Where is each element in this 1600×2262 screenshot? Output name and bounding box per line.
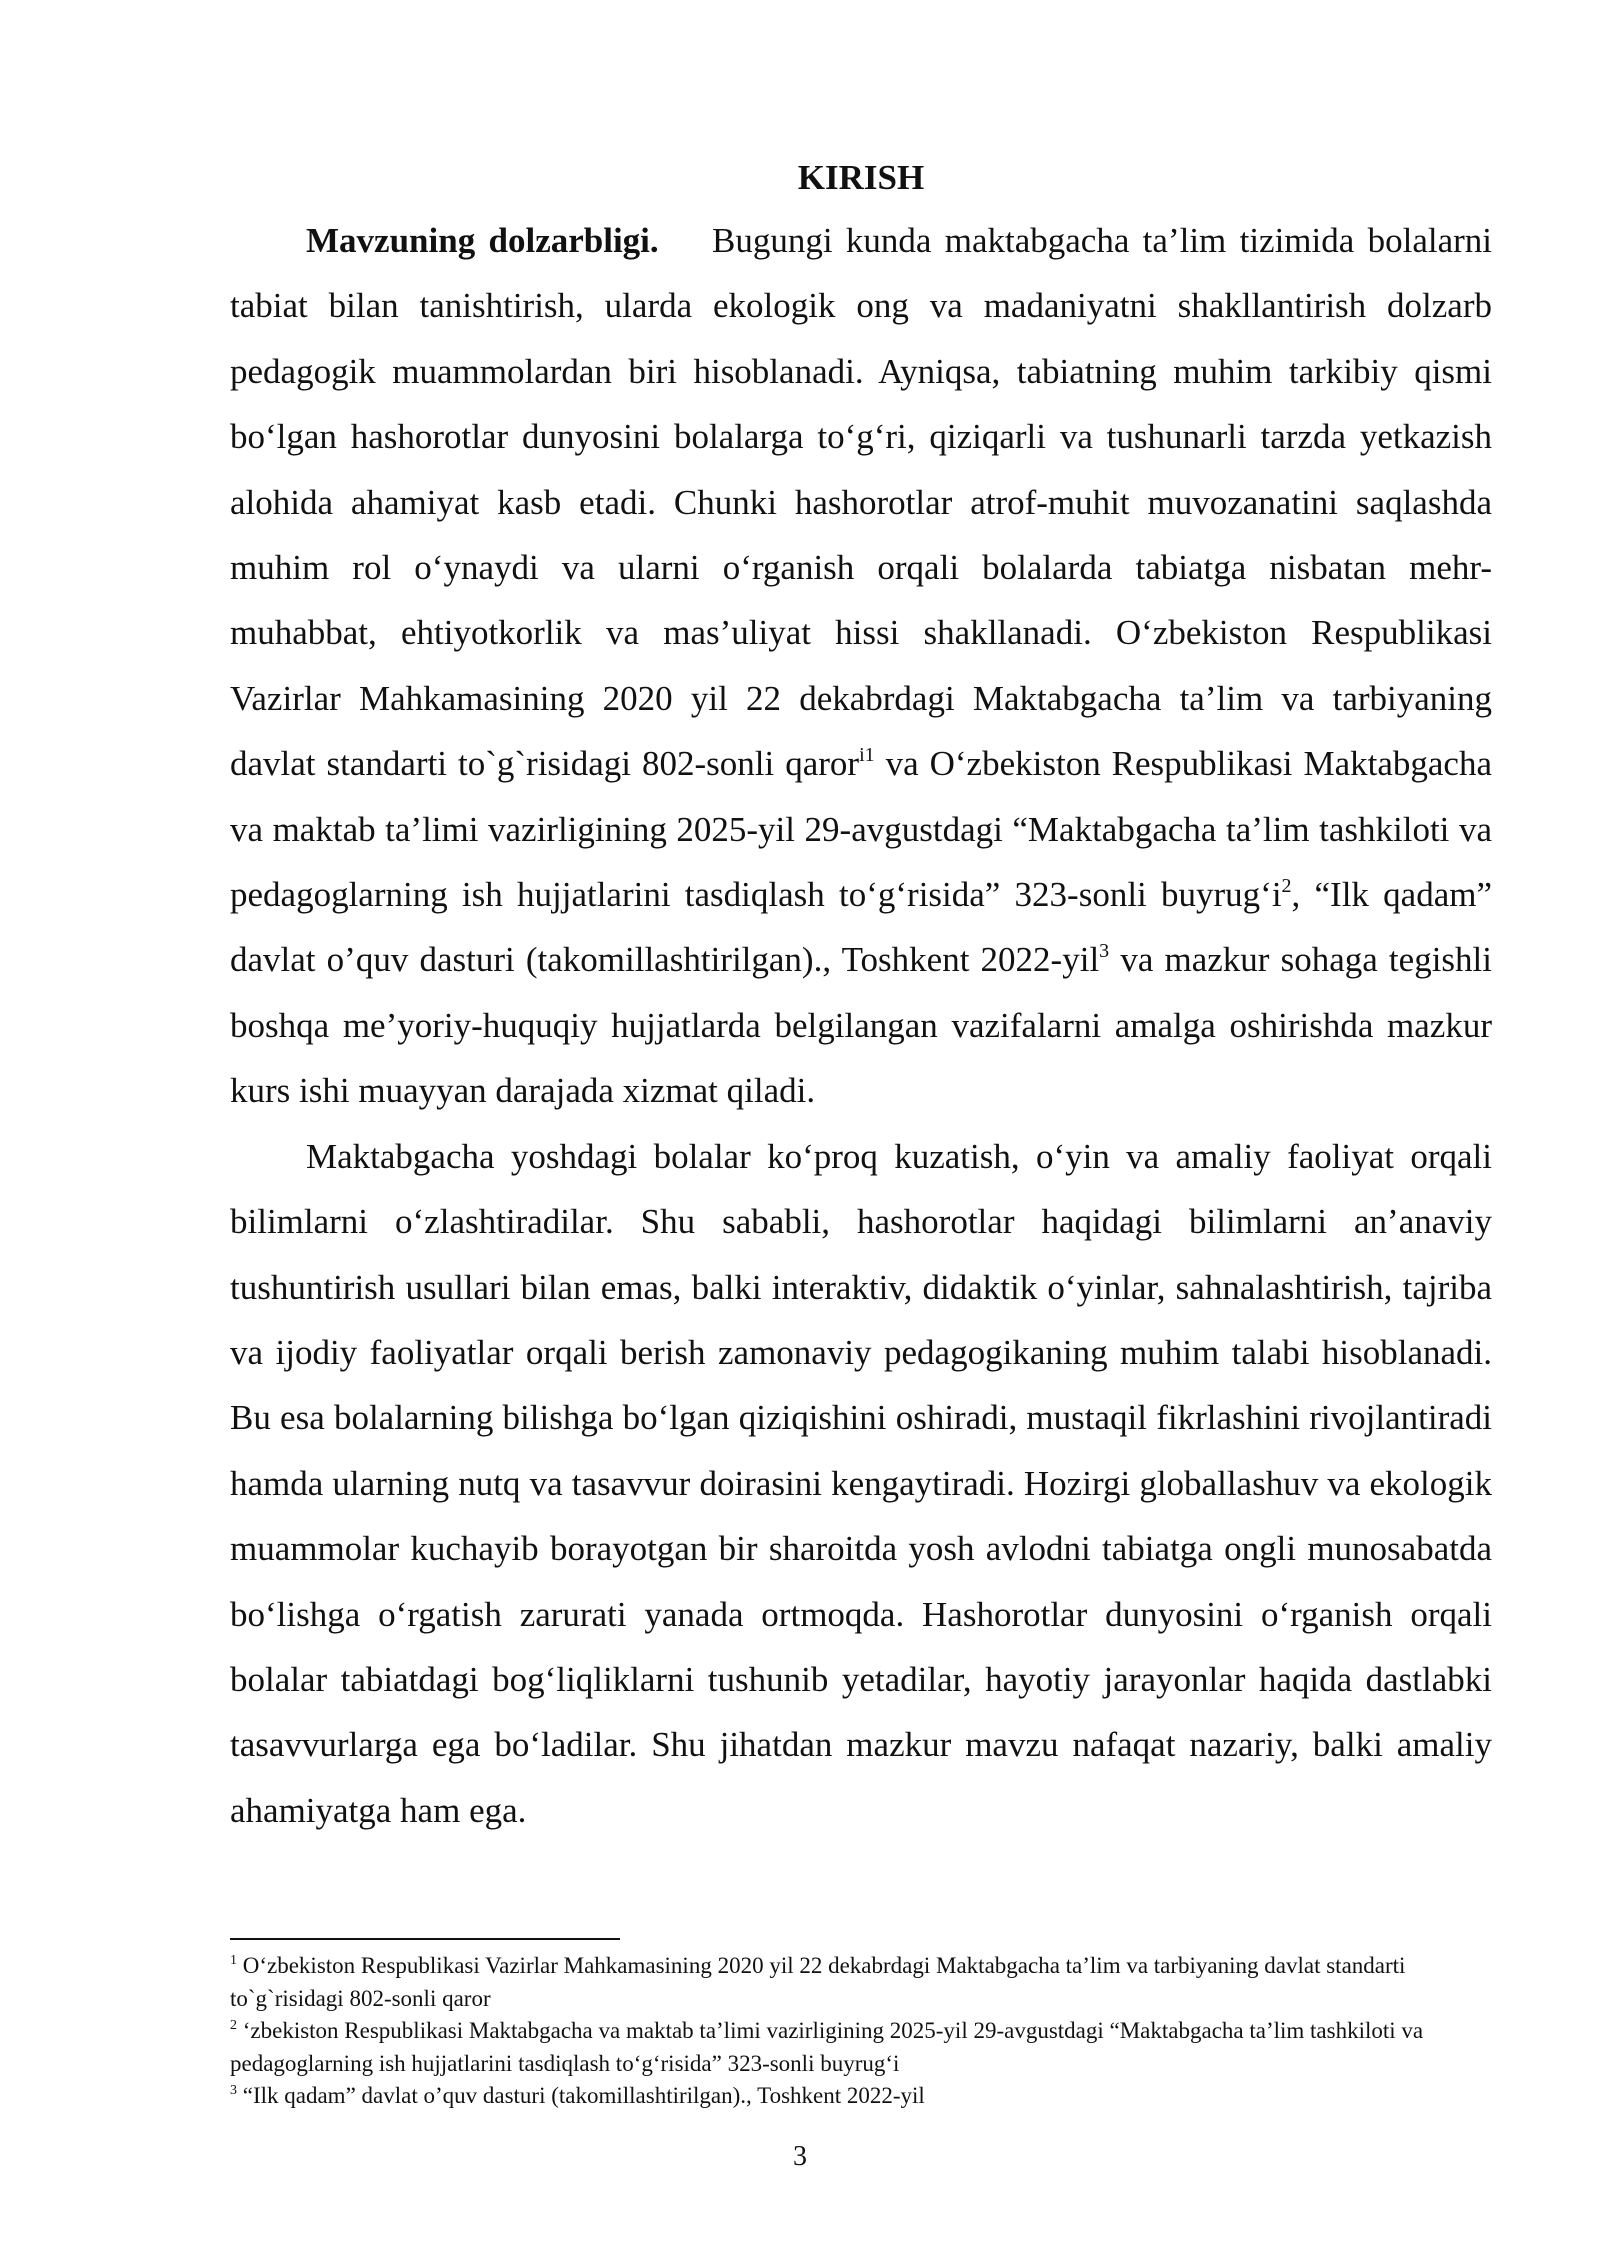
main-text xyxy=(230,148,1492,1843)
intro-text-part-3: , “Ilk qadam” davlat o’quv dasturi (takomillashtirilgan)., Toshkent 2022-yil xyxy=(230,875,1492,980)
page-number: 3 xyxy=(793,2141,807,2172)
footnote-mark-3: 3 xyxy=(230,2083,237,2098)
footnote-2 xyxy=(230,2015,1492,2080)
footnote-mark-1: 1 xyxy=(230,1953,237,1968)
footnote-ref-1[interactable]: i1 xyxy=(859,744,875,767)
footnote-text-2: ‘zbekiston Respublikasi Maktabgacha va maktab ta’limi vazirligining 2025-yil 29-avgustdagi “Maktabgacha ta’lim tashkiloti va pedagoglarning ish hujjatlarini tasdiqlash to‘g‘risida” 323-sonli buyrug‘i xyxy=(230,2018,1424,2076)
footnote-ref-2[interactable]: 2 xyxy=(1281,875,1292,898)
footnote-1 xyxy=(230,1950,1492,2015)
page-title: KIRISH xyxy=(797,158,925,197)
intro-text-part-1: Bugungi kunda maktabgacha ta’lim tizimida bolalarni tabiat bilan tanishtirish, ularda ekologik ong va madaniyatni shakllantirish dolzarb pedagogik muammolardan biri hisoblanadi. Ayniqsa, tabiatning muhim tarkibiy qismi bo‘lgan hashorotlar dunyosini bolalarga to‘g‘ri, qiziqarli va tushunarli tarzda yetkazish alohida ahamiyat kasb etadi. Chunki hashorotlar atrof-muhit muvozanatini saqlashda muhim rol o‘ynaydi va ularni o‘rganish orqali bolalarda tabiatga nisbatan mehr-muhabbat, ehtiyotkorlik va mas’uliyat hissi shakllanadi. O‘zbekiston Respublikasi Vazirlar Mahkamasining 2020 yil 22 dekabrdagi Maktabgacha ta’lim va tarbiyaning davlat standarti to`g`risidagi 802-sonli qaror xyxy=(230,221,1493,784)
footnote-text-3: “Ilk qadam” davlat o’quv dasturi (takomillashtirilgan)., Toshkent 2022-yil xyxy=(242,2083,925,2108)
body-paragraph-2: Maktabgacha yoshdagi bolalar ko‘proq kuzatish, o‘yin va amaliy faoliyat orqali bilimlarni o‘zlashtiradilar. Shu sababli, hashorotlar haqidagi bilimlarni an’anaviy tushuntirish usullari bilan emas, balki interaktiv, didaktik o‘yinlar, sahnalashtirish, tajriba va ijodiy faoliyatlar orqali berish zamonaviy pedagogikaning muhim talabi hisoblanadi. Bu esa bolalarning bilishga bo‘lgan qiziqishini oshiradi, mustaqil fikrlashini rivojlantiradi hamda ularning nutq va tasavvur doirasini kengaytiradi. Hozirgi globallashuv va ekologik muammolar kuchayib borayotgan bir sharoitda yosh avlodni tabiatga ongli munosabatda bo‘lishga o‘rgatish zarurati yanada ortmoqda. Hashorotlar dunyosini o‘rganish orqali bolalar tabiatdagi bog‘liqliklarni tushunib yetadilar, hayotiy jarayonlar haqida dastlabki tasavvurlarga ega bo‘ladilar. Shu jihatdan mazkur mavzu nafaqat nazariy, balki amaliy ahamiyatga ham ega. xyxy=(230,1136,1492,1830)
footnote-text-1: O‘zbekiston Respublikasi Vazirlar Mahkamasining 2020 yil 22 dekabrdagi Maktabgacha ta’lim va tarbiyaning davlat standarti to`g`risidagi 802-sonli qaror xyxy=(230,1953,1406,2011)
footnote-divider xyxy=(230,1938,620,1940)
footnotes-section xyxy=(230,1938,1492,2113)
relevance-heading: Mavzuning dolzarbligi. xyxy=(306,221,659,260)
intro-paragraph xyxy=(230,208,1492,1124)
footnote-ref-3[interactable]: 3 xyxy=(1099,940,1110,963)
footnote-3 xyxy=(230,2080,1492,2113)
intro-text-part-2: va O‘zbekiston Respublikasi Maktabgacha va maktab ta’limi vazirligining 2025-yil 29-avgustdagi “Maktabgacha ta’lim tashkiloti va pedagoglarning ish hujjatlarini tasdiqlash to‘g‘risida” 323-sonli buyrug‘i xyxy=(230,744,1493,915)
intro-text-part-4: va mazkur sohaga tegishli boshqa me’yoriy-huquqiy hujjatlarda belgilangan vazifalarni amalga oshirishda mazkur kurs ishi muayyan darajada xizmat qiladi. xyxy=(230,940,1492,1111)
footnote-mark-2: 2 xyxy=(230,2018,237,2033)
